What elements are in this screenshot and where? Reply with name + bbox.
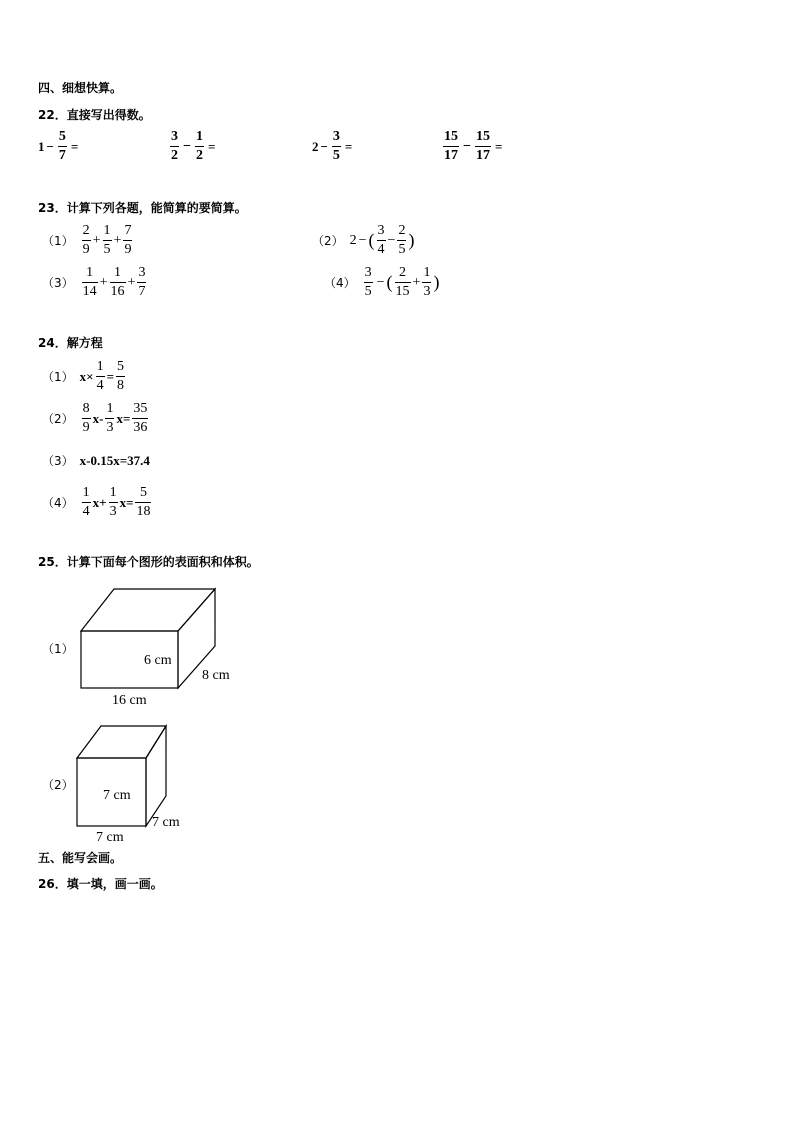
cube-top-face: [77, 726, 166, 758]
right-paren: ): [408, 230, 415, 250]
operator: −: [376, 274, 385, 290]
height-label: 7 cm: [103, 788, 131, 803]
equals-sign: =: [70, 138, 79, 154]
section-5-heading: 五、能写会画。: [38, 851, 123, 865]
denominator: 4: [82, 504, 90, 519]
denominator: 4: [96, 378, 104, 393]
numerator: 7: [124, 223, 132, 238]
denominator: 7: [58, 148, 66, 163]
numerator: 1: [195, 129, 203, 144]
equation-text: x=: [119, 494, 134, 510]
fraction: [397, 224, 406, 257]
part-label: （1）: [42, 370, 74, 384]
q22-item-1: [38, 130, 80, 163]
fraction: [170, 130, 179, 163]
figure-1-label: （1）: [42, 642, 74, 656]
q24-equation-4: [42, 486, 153, 519]
question-22-title: 22．直接写出得数。: [38, 108, 151, 122]
numerator: 3: [171, 129, 178, 144]
q23-part-2: [312, 224, 414, 257]
denominator: 8: [116, 378, 124, 393]
fraction: [475, 130, 491, 163]
numerator: 2: [398, 223, 406, 238]
denominator: 17: [475, 148, 490, 163]
numerator: 5: [58, 129, 66, 144]
denominator: 7: [138, 284, 146, 299]
fraction: [422, 266, 431, 299]
numerator: 2: [82, 223, 90, 238]
cuboid-top-face: [81, 589, 215, 631]
q22-item-3-op: −: [320, 138, 328, 154]
fraction: [105, 402, 114, 435]
fraction: [82, 266, 98, 299]
q22-item-3: [312, 130, 354, 163]
operator: +: [113, 232, 122, 248]
cube-side-face: [146, 726, 166, 826]
operator: −: [387, 232, 396, 248]
fraction: [137, 266, 146, 299]
depth-label: 8 cm: [202, 668, 230, 683]
numerator: 1: [106, 401, 114, 416]
q23-part-1: [42, 224, 134, 257]
fraction: [364, 266, 373, 299]
denominator: 5: [398, 242, 406, 257]
figure-2-cube: [70, 720, 200, 845]
fraction: [103, 224, 112, 257]
numerator: 15: [475, 129, 490, 144]
fraction: [96, 360, 105, 393]
numerator: 3: [332, 129, 340, 144]
figure-1-cuboid: [70, 580, 270, 710]
denominator: 3: [423, 284, 431, 299]
numerator: 1: [86, 265, 94, 280]
q22-item-1-op: −: [46, 138, 54, 154]
question-26-title: 26．填一填，画一画。: [38, 877, 163, 891]
denominator: 2: [195, 148, 203, 163]
fraction: [132, 402, 148, 435]
equals-sign: =: [207, 138, 216, 154]
question-24-title: 24．解方程: [38, 336, 103, 350]
operator: +: [127, 274, 136, 290]
part-label: （4）: [324, 276, 356, 290]
numerator: 3: [364, 265, 372, 280]
operator: +: [99, 274, 108, 290]
right-paren: ): [433, 272, 440, 292]
denominator: 9: [82, 420, 90, 435]
numerator: 1: [96, 359, 104, 374]
question-23-title: 23．计算下列各题，能简算的要简算。: [38, 201, 247, 215]
lead-number: 2: [349, 232, 357, 248]
fraction: [332, 130, 341, 163]
q22-item-4: [441, 130, 504, 163]
numerator: 1: [103, 223, 111, 238]
fraction: [109, 486, 118, 519]
fraction: [377, 224, 386, 257]
numerator: 2: [399, 265, 407, 280]
numerator: 1: [423, 265, 431, 280]
fraction: [135, 486, 151, 519]
denominator: 3: [109, 504, 117, 519]
part-label: （3）: [42, 276, 74, 290]
q24-equation-1: [42, 360, 127, 393]
q23-part-3: [42, 266, 148, 299]
equals-sign: =: [106, 368, 114, 384]
numerator: 5: [116, 359, 124, 374]
fraction: [443, 130, 459, 163]
numerator: 1: [109, 485, 117, 500]
fraction: [82, 224, 91, 257]
q23-part-4: [324, 266, 439, 299]
q24-equation-3: [42, 452, 150, 469]
section-4-heading: 四、细想快算。: [38, 81, 123, 95]
denominator: 14: [82, 284, 97, 299]
length-label: 7 cm: [96, 830, 124, 845]
q22-item-1-lead: 1: [38, 138, 45, 154]
part-label: （4）: [42, 496, 74, 510]
q22-item-2-op: −: [183, 138, 191, 154]
equation-text: x-0.15x=37.4: [79, 452, 150, 468]
fraction: [123, 224, 132, 257]
q22-item-2: [168, 130, 217, 163]
numerator: 3: [377, 223, 385, 238]
equation-text: x-: [92, 410, 104, 426]
equals-sign: =: [344, 138, 353, 154]
q24-equation-2: [42, 402, 150, 435]
numerator: 8: [82, 401, 90, 416]
part-label: （3）: [42, 454, 74, 468]
operator: +: [92, 232, 101, 248]
height-label: 6 cm: [144, 653, 172, 668]
denominator: 9: [124, 242, 132, 257]
equation-text: x+: [92, 494, 107, 510]
left-paren: (: [368, 230, 375, 250]
denominator: 4: [377, 242, 385, 257]
q22-item-3-lead: 2: [312, 138, 319, 154]
denominator: 5: [103, 242, 111, 257]
numerator: 15: [444, 129, 458, 144]
fraction: [395, 266, 411, 299]
part-label: （2）: [312, 234, 344, 248]
denominator: 18: [136, 504, 151, 519]
numerator: 5: [139, 485, 147, 500]
length-label: 16 cm: [112, 693, 147, 708]
fraction: [116, 360, 125, 393]
denominator: 2: [171, 148, 178, 163]
fraction: [82, 402, 91, 435]
equals-sign: =: [494, 138, 503, 154]
denominator: 5: [332, 148, 340, 163]
denominator: 3: [106, 420, 114, 435]
numerator: 1: [114, 265, 122, 280]
figure-2-label: （2）: [42, 778, 74, 792]
fraction: [195, 130, 204, 163]
left-paren: (: [386, 272, 393, 292]
fraction: [58, 130, 67, 163]
operator: +: [412, 274, 421, 290]
part-label: （2）: [42, 412, 74, 426]
numerator: 3: [138, 265, 146, 280]
q22-item-4-op: −: [463, 138, 471, 154]
operator: −: [358, 232, 367, 248]
fraction: [82, 486, 91, 519]
fraction: [110, 266, 126, 299]
numerator: 35: [133, 401, 148, 416]
denominator: 15: [395, 284, 410, 299]
numerator: 1: [82, 485, 90, 500]
denominator: 5: [364, 284, 372, 299]
equation-text: x=: [116, 410, 131, 426]
question-25-title: 25．计算下面每个图形的表面积和体积。: [38, 555, 259, 569]
depth-label: 7 cm: [152, 815, 180, 830]
denominator: 36: [133, 420, 148, 435]
denominator: 16: [110, 284, 125, 299]
denominator: 9: [82, 242, 90, 257]
part-label: （1）: [42, 234, 74, 248]
variable-x: x×: [79, 368, 94, 384]
denominator: 17: [444, 148, 458, 163]
